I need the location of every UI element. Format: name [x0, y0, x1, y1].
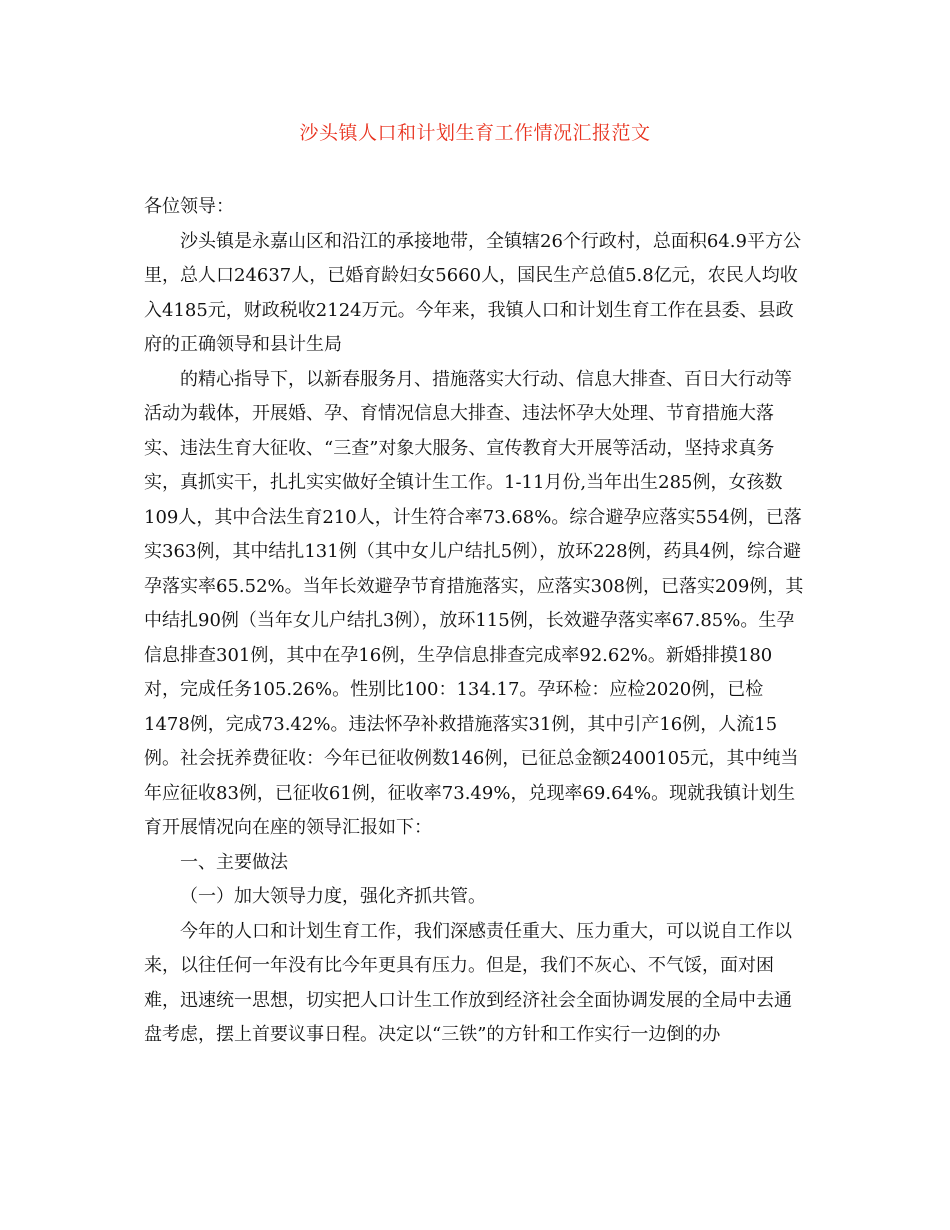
section-heading-main-practices: 一、主要做法: [180, 851, 288, 873]
paragraph-statistics: 的精心指导下，以新春服务月、措施落实大行动、信息大排查、百日大行动等活动为载体，开展婚、孕、育情况信息大排查、违法怀孕大处理、节育措施大落实、违法生育大征收、“三查”对象大服务、宣传教育大开展等活动，坚持求真务实，真抓实干，扎扎实实做好全镇计生工作。1-11月份,当年出生285例，女孩数109人，其中合法生育210人，计生符合率73.68%。综合避孕应落实554例，已落实363例，其中结扎131例（其中女儿户结扎5例），放环228例，药具4例，综合避孕落实率65.52%。当年长效避孕节育措施落实，应落实308例，已落实209例，其中结扎90例（当年女儿户结扎3例），放环115例，长效避孕落实率67.85%。生孕信息排查301例，其中在孕16例，生孕信息排查完成率92.62%。新婚排摸180对，完成任务105.26%。性别比100：134.17。孕环检：应检2020例，已检1478例，完成73.42%。违法怀孕补救措施落实31例，其中引产16例，人流15例。社会抚养费征收：今年已征收例数146例，已征总金额2400105元，其中纯当年应征收83例，已征收61例，征收率73.49%，兑现率69.64%。现就我镇计划生育开展情况向在座的领导汇报如下：: [144, 368, 804, 838]
paragraph-leadership: 今年的人口和计划生育工作，我们深感责任重大、压力重大，可以说自工作以来，以往任何一年没有比今年更具有压力。但是，我们不灰心、不气馁，面对困难，迅速统一思想，切实把人口计生工作放到经济社会全面协调发展的全局中去通盘考虑，摆上首要议事日程。决定以“三铁”的方针和工作实行一边倒的办: [144, 920, 792, 1045]
greeting: 各位领导：: [144, 196, 234, 217]
subsection-heading-leadership: （一）加大领导力度，强化齐抓共管。: [180, 886, 486, 907]
document-title: 沙头镇人口和计划生育工作情况汇报范文: [299, 122, 651, 144]
document-body: [144, 190, 804, 1053]
paragraph-intro: 沙头镇是永嘉山区和沿江的承接地带，全镇辖26个行政村，总面积64.9平方公里，总人口24637人，已婚育龄妇女5660人，国民生产总值5.8亿元，农民人均收入4185元，财政税收2124万元。今年来，我镇人口和计划生育工作在县委、县政府的正确领导和县计生局: [144, 230, 801, 355]
